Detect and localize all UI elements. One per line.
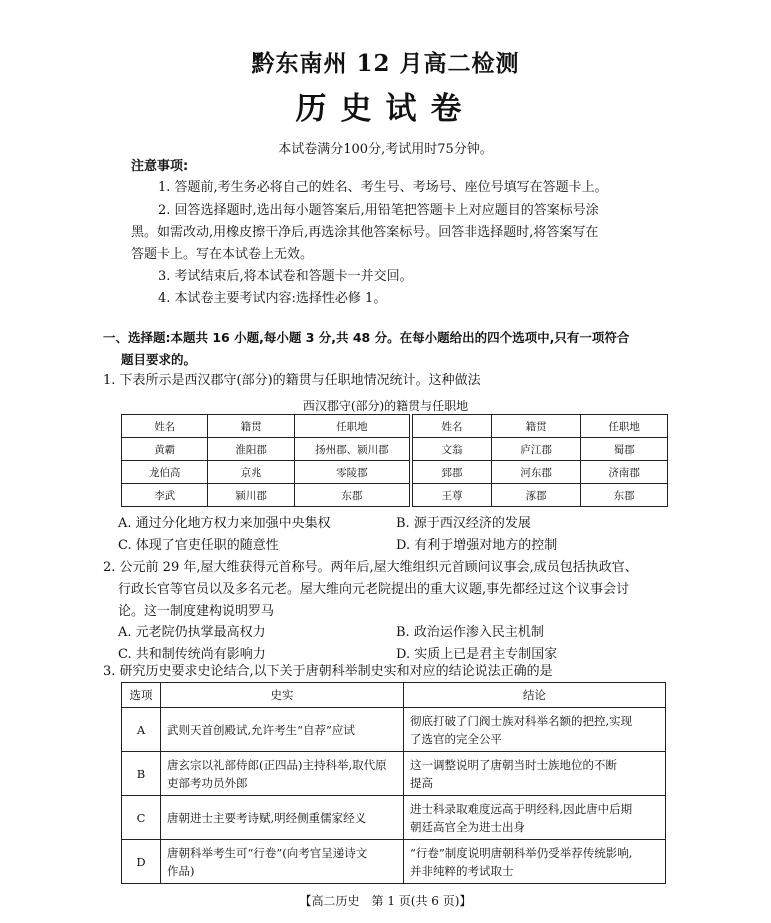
- header-cell: 结论: [404, 683, 666, 708]
- table-cell: 文翁: [413, 438, 492, 461]
- q2-option-d: D. 实质上已是君主专制国家: [396, 647, 558, 662]
- option-cell: D: [122, 840, 161, 884]
- q1-table-right: [412, 414, 668, 507]
- q1-table-left: [121, 414, 410, 507]
- q1-option-c: C. 体现了官吏任职的随意性: [118, 538, 279, 553]
- q2-stem: 论。这一制度建构说明罗马: [118, 604, 275, 619]
- table-row: [122, 708, 666, 752]
- q3-stem: 3. 研究历史要求史论结合,以下关于唐朝科举制史实和对应的结论说法正确的是: [103, 664, 553, 679]
- fact-cell: 唐朝进士主要考诗赋,明经侧重儒家经义: [161, 796, 404, 840]
- table-row: [413, 484, 668, 507]
- table-cell: 蜀郡: [581, 438, 668, 461]
- notice-line: 3. 考试结束后,将本试卷和答题卡一并交回。: [158, 269, 413, 284]
- table-cell: 零陵郡: [294, 461, 409, 484]
- fact-cell: 唐朝科举考生可“行卷”(向考官呈递诗文 作品): [161, 840, 404, 884]
- option-cell: B: [122, 752, 161, 796]
- q2-option-b: B. 政治运作渗入民主机制: [396, 625, 544, 640]
- table-cell: 扬州郡、颍川郡: [294, 438, 409, 461]
- exam-subject-title: 历史试卷: [295, 91, 476, 127]
- table-row: [413, 461, 668, 484]
- conclusion-cell: 彻底打破了门阀士族对科举名额的把控,实现 了选官的完全公平: [404, 708, 666, 752]
- conclusion-cell: 这一调整说明了唐朝当时士族地位的不断 提高: [404, 752, 666, 796]
- notice-heading: 注意事项:: [131, 159, 189, 174]
- header-cell: 任职地: [294, 415, 409, 438]
- fact-cell: 武则天首创殿试,允许考生“自荐”应试: [161, 708, 404, 752]
- notice-line: 黑。如需改动,用橡皮擦干净后,再选涂其他答案标号。回答非选择题时,将答案写在: [131, 225, 599, 240]
- table-cell: 庐江郡: [492, 438, 581, 461]
- table-row: [122, 752, 666, 796]
- table-row: [122, 461, 410, 484]
- header-cell: 选项: [122, 683, 161, 708]
- table-cell: 东郡: [294, 484, 409, 507]
- section-heading: 一、选择题:本题共 16 小题,每小题 3 分,共 48 分。在每小题给出的四个选项中,只有一项符合: [103, 330, 630, 345]
- option-cell: A: [122, 708, 161, 752]
- header-cell: 籍贯: [208, 415, 294, 438]
- section-heading-cont: 题目要求的。: [121, 352, 197, 367]
- exam-region-title: 黔东南州 12 月高二检测: [251, 50, 520, 77]
- table-cell: 东郡: [581, 484, 668, 507]
- table-cell: 河东郡: [492, 461, 581, 484]
- q2-stem: 行政长官等官员以及多名元老。屋大维向元老院提出的重大议题,事先都经过这个议事会讨: [118, 582, 630, 597]
- q1-table-caption: 西汉郡守(部分)的籍贯与任职地: [302, 399, 469, 413]
- conclusion-cell: “行卷”制度说明唐朝科举仍受举荐传统影响, 并非纯粹的考试取士: [404, 840, 666, 884]
- table-row: [122, 840, 666, 884]
- conclusion-cell: 进士科录取难度远高于明经科,因此唐中后期 朝廷高官全为进士出身: [404, 796, 666, 840]
- header-cell: 史实: [161, 683, 404, 708]
- header-cell: 籍贯: [492, 415, 581, 438]
- notice-line: 答题卡上。写在本试卷上无效。: [131, 247, 314, 262]
- header-cell: 任职地: [581, 415, 668, 438]
- table-cell: 淮阳郡: [208, 438, 294, 461]
- notice-line: 2. 回答选择题时,选出每小题答案后,用铅笔把答题卡上对应题目的答案标号涂: [158, 203, 599, 218]
- q1-option-b: B. 源于西汉经济的发展: [396, 516, 531, 531]
- table-cell: 郅郡: [413, 461, 492, 484]
- table-cell: 颍川郡: [208, 484, 294, 507]
- q2-option-a: A. 元老院仍执掌最高权力: [118, 625, 266, 640]
- option-cell: C: [122, 796, 161, 840]
- table-cell: 龙伯高: [122, 461, 208, 484]
- exam-subtitle: 本试卷满分100分,考试用时75分钟。: [278, 142, 493, 157]
- table-cell: 京兆: [208, 461, 294, 484]
- header-cell: 姓名: [122, 415, 208, 438]
- table-cell: 李武: [122, 484, 208, 507]
- table-row: [122, 796, 666, 840]
- table-cell: 王尊: [413, 484, 492, 507]
- table-row: [413, 438, 668, 461]
- q2-option-c: C. 共和制传统尚有影响力: [118, 647, 266, 662]
- table-row: [122, 438, 410, 461]
- notice-line: 1. 答题前,考生务必将自己的姓名、考生号、考场号、座位号填写在答题卡上。: [158, 180, 608, 195]
- page-footer: 【高二历史 第 1 页(共 6 页)】: [299, 894, 472, 908]
- q1-stem: 1. 下表所示是西汉郡守(部分)的籍贯与任职地情况统计。这种做法: [103, 373, 481, 388]
- fact-cell: 唐玄宗以礼部侍郎(正四品)主持科举,取代原 吏部考功员外郎: [161, 752, 404, 796]
- table-cell: 济南郡: [581, 461, 668, 484]
- q1-option-d: D. 有利于增强对地方的控制: [396, 538, 558, 553]
- table-cell: 黄霸: [122, 438, 208, 461]
- table-row: [122, 484, 410, 507]
- q2-stem: 2. 公元前 29 年,屋大维获得元首称号。两年后,屋大维组织元首顾问议事会,成员包括执政官、: [103, 560, 638, 575]
- notice-line: 4. 本试卷主要考试内容:选择性必修 1。: [158, 291, 387, 306]
- header-cell: 姓名: [413, 415, 492, 438]
- q1-option-a: A. 通过分化地方权力来加强中央集权: [118, 516, 331, 531]
- q3-table: [121, 682, 666, 884]
- table-cell: 涿郡: [492, 484, 581, 507]
